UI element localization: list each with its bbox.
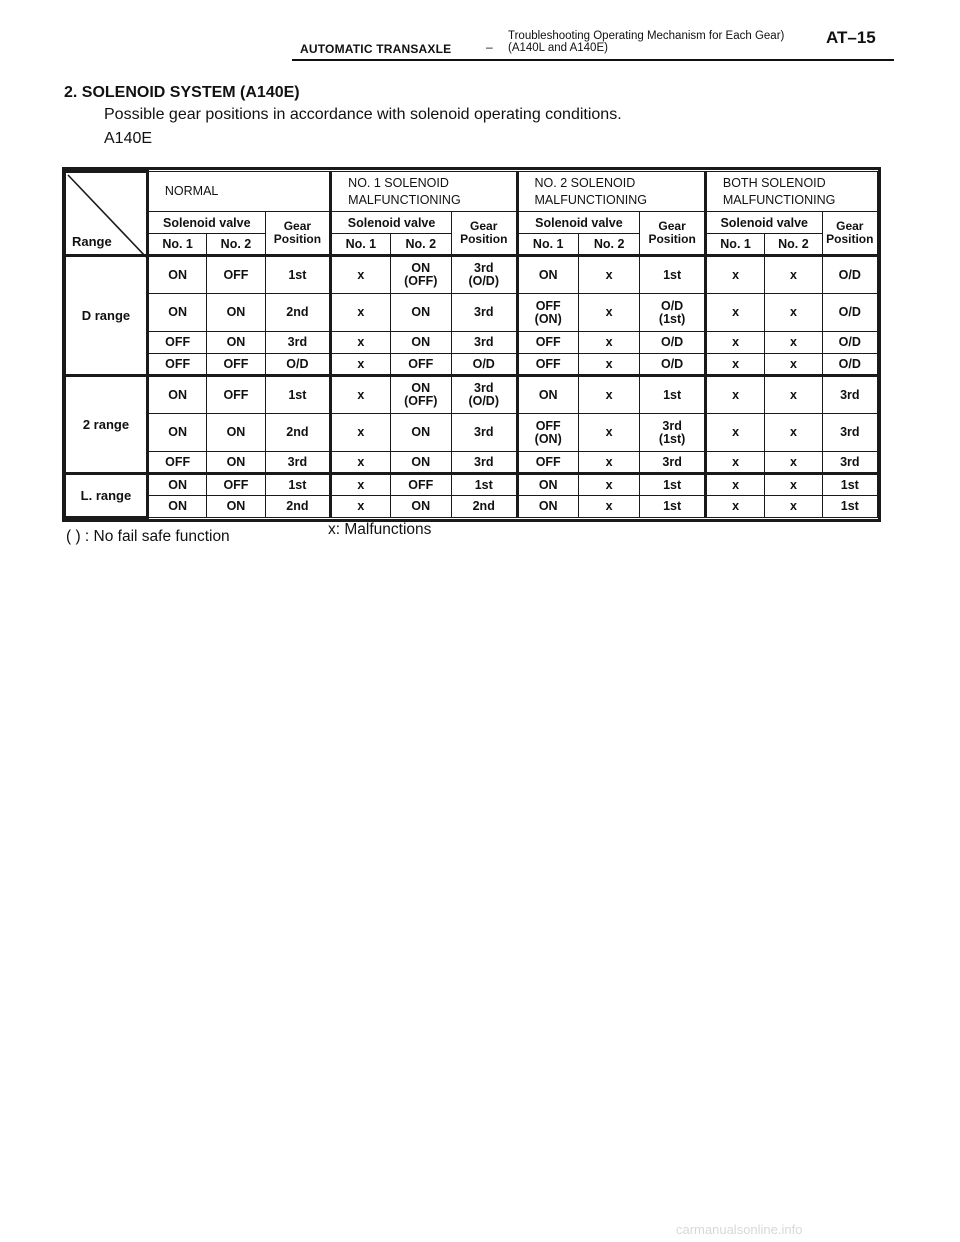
table-cell: 3rd (1st) [640,414,706,452]
table-cell: ON (OFF) [390,256,451,294]
solenoid-valve-header-2: Solenoid valve [331,212,452,234]
table-cell: OFF [207,376,265,414]
range-corner-cell [66,172,148,256]
table-cell: ON [147,376,206,414]
running-header-subtitle [508,30,784,54]
table-cell: x [705,332,764,354]
table-cell: x [765,332,822,354]
table-cell: OFF [147,452,206,474]
table-row [66,256,878,294]
table-row [66,474,878,496]
table-cell: x [331,354,390,376]
running-header-dash: – [486,40,493,54]
table-cell: x [331,332,390,354]
table-cell: 1st [265,376,331,414]
table-cell: 1st [265,474,331,496]
table-cell: x [578,414,639,452]
range-label-1: D range [66,256,148,376]
gear-position-header-3: Gear Position [640,212,706,256]
table-cell: OFF [207,354,265,376]
solenoid-valve-header-1: Solenoid valve [147,212,265,234]
table-cell: 1st [822,474,877,496]
table-cell: x [331,414,390,452]
table-cell: O/D [640,332,706,354]
table-cell: ON [390,414,451,452]
table-cell: ON (OFF) [390,376,451,414]
table-cell: OFF (ON) [517,414,578,452]
subtitle-line-2: (A140L and A140E) [508,42,608,54]
table-cell: O/D [640,354,706,376]
solenoid-valve-header-3: Solenoid valve [517,212,640,234]
solenoid-no1-header-4: No. 1 [705,234,764,256]
table-cell: x [765,452,822,474]
table-cell: x [705,256,764,294]
table-cell: x [765,256,822,294]
table-cell: O/D [822,354,877,376]
condition-header-1: NORMAL [147,172,330,212]
table-cell: OFF [517,354,578,376]
solenoid-no1-header-2: No. 1 [331,234,390,256]
table-cell: x [331,256,390,294]
table-cell: 3rd [822,414,877,452]
table-cell: ON [517,376,578,414]
table-cell: ON [147,414,206,452]
solenoid-table-container [65,170,878,516]
table-cell: O/D [822,332,877,354]
table-cell: x [765,474,822,496]
no-fail-safe-note: ( ) : No fail safe function [66,528,230,545]
header-rule [292,59,894,61]
table-cell: ON [207,414,265,452]
table-cell: 3rd [451,294,517,332]
table-cell: O/D (1st) [640,294,706,332]
table-cell: O/D [822,294,877,332]
condition-header-4: BOTH SOLENOID MALFUNCTIONING [705,172,877,212]
table-cell: 3rd [265,332,331,354]
table-cell: ON [390,496,451,518]
condition-header-2: NO. 1 SOLENOID MALFUNCTIONING [331,172,517,212]
table-cell: OFF [517,332,578,354]
table-cell: 2nd [451,496,517,518]
solenoid-no2-header-3: No. 2 [578,234,639,256]
table-cell: 1st [640,376,706,414]
table-cell: ON [147,294,206,332]
gear-position-header-2: Gear Position [451,212,517,256]
table-cell: ON [207,332,265,354]
table-cell: ON [207,294,265,332]
table-cell: x [765,414,822,452]
table-cell: ON [517,496,578,518]
table-row [66,414,878,452]
table-cell: ON [147,496,206,518]
section-description: Possible gear positions in accordance with solenoid operating conditions. [104,106,622,123]
solenoid-no1-header-1: No. 1 [147,234,206,256]
table-cell: x [331,496,390,518]
table-cell: ON [390,294,451,332]
subtitle-line-1: Troubleshooting Operating Mechanism for Each Gear) [508,30,785,42]
table-row [66,496,878,518]
condition-header-3: NO. 2 SOLENOID MALFUNCTIONING [517,172,705,212]
table-cell: x [705,354,764,376]
table-cell: x [578,474,639,496]
table-cell: 1st [640,256,706,294]
table-row [66,376,878,414]
table-cell: 1st [640,496,706,518]
table-cell: 1st [640,474,706,496]
table-row [66,452,878,474]
table-row [66,294,878,332]
table-cell: OFF [390,354,451,376]
table-cell: 3rd [640,452,706,474]
table-cell: x [705,452,764,474]
table-cell: x [705,294,764,332]
table-cell: O/D [265,354,331,376]
table-cell: 3rd [822,452,877,474]
table-cell: 2nd [265,294,331,332]
table-cell: ON [147,474,206,496]
table-cell: x [331,294,390,332]
range-header-label: Range [72,234,112,249]
watermark: carmanualsonline.info [676,1222,803,1237]
table-cell: 1st [451,474,517,496]
table-cell: 3rd (O/D) [451,376,517,414]
table-cell: OFF [147,354,206,376]
table-cell: x [578,452,639,474]
table-cell: OFF [517,452,578,474]
table-cell: 3rd [265,452,331,474]
table-cell: x [578,354,639,376]
table-cell: ON [207,496,265,518]
solenoid-table [65,170,878,519]
table-cell: x [705,414,764,452]
range-label-2: 2 range [66,376,148,474]
table-cell: x [331,474,390,496]
solenoid-valve-header-4: Solenoid valve [705,212,822,234]
solenoid-no2-header-1: No. 2 [207,234,265,256]
solenoid-no2-header-2: No. 2 [390,234,451,256]
table-cell: OFF [390,474,451,496]
table-cell: 1st [265,256,331,294]
table-cell: ON [390,332,451,354]
table-cell: 3rd [451,452,517,474]
table-cell: x [765,294,822,332]
model-label: A140E [104,130,153,147]
table-cell: 3rd [451,332,517,354]
table-cell: x [578,332,639,354]
table-cell: OFF [207,256,265,294]
table-cell: ON [207,452,265,474]
table-cell: x [578,294,639,332]
section-title: 2. SOLENOID SYSTEM (A140E) [64,84,300,101]
table-cell: x [765,376,822,414]
table-cell: OFF [207,474,265,496]
running-header-section: AUTOMATIC TRANSAXLE [300,42,452,56]
table-cell: OFF (ON) [517,294,578,332]
table-row [66,332,878,354]
table-cell: ON [517,256,578,294]
table-cell: OFF [147,332,206,354]
malfunction-legend: x: Malfunctions [328,521,432,538]
page-code: AT–15 [826,28,876,47]
solenoid-no2-header-4: No. 2 [765,234,822,256]
table-cell: O/D [822,256,877,294]
gear-position-header-4: Gear Position [822,212,877,256]
table-cell: x [765,496,822,518]
table-cell: x [705,376,764,414]
table-cell: x [578,496,639,518]
gear-position-header-1: Gear Position [265,212,331,256]
table-cell: x [705,474,764,496]
table-cell: ON [517,474,578,496]
table-cell: ON [147,256,206,294]
table-cell: 3rd [822,376,877,414]
table-cell: 2nd [265,496,331,518]
table-cell: ON [390,452,451,474]
table-cell: x [578,256,639,294]
table-cell: 3rd [451,414,517,452]
table-cell: x [705,496,764,518]
table-cell: 2nd [265,414,331,452]
table-cell: 3rd (O/D) [451,256,517,294]
table-cell: 1st [822,496,877,518]
table-cell: O/D [451,354,517,376]
table-row [66,354,878,376]
table-cell: x [578,376,639,414]
table-cell: x [331,452,390,474]
solenoid-no1-header-3: No. 1 [517,234,578,256]
range-label-3: L. range [66,474,148,518]
table-cell: x [331,376,390,414]
table-cell: x [765,354,822,376]
